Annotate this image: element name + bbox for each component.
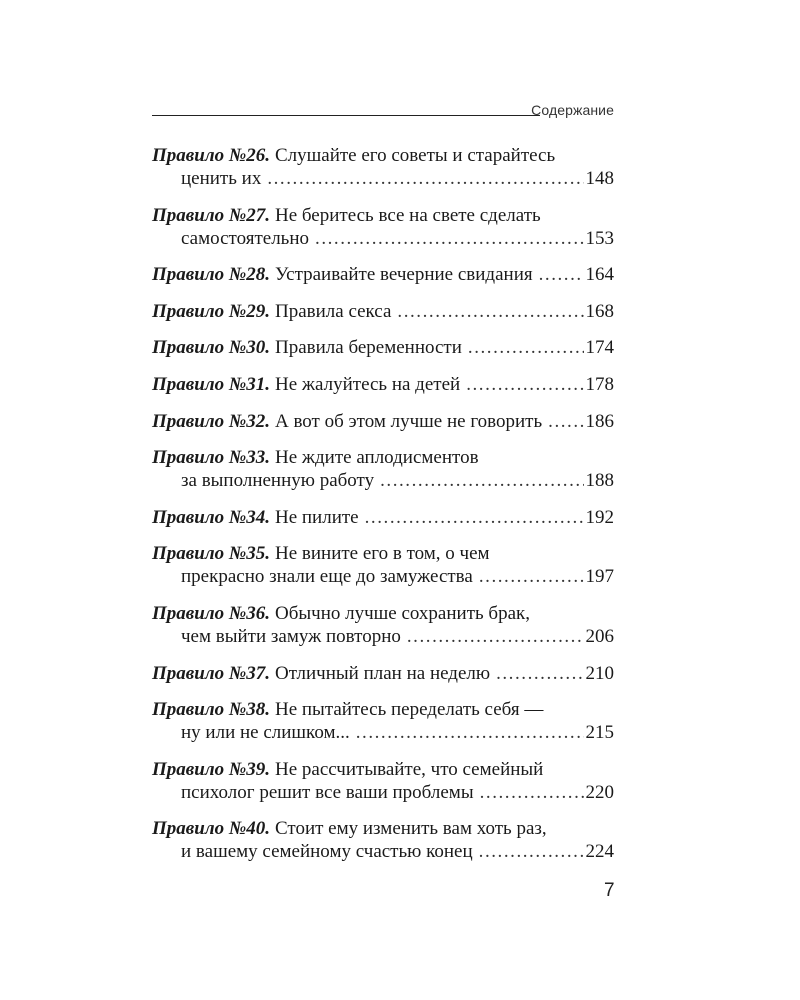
header-rule [152, 115, 540, 116]
page-ref: 197 [585, 566, 614, 588]
page-ref: 224 [585, 841, 614, 863]
toc-entry-27[interactable] [152, 204, 614, 250]
toc-entry-40[interactable] [152, 817, 614, 863]
page-ref: 192 [585, 506, 614, 528]
rule-label: Правило №40. [152, 818, 270, 840]
running-header [152, 102, 614, 120]
rule-label: Правило №33. [152, 447, 270, 469]
dot-leader [397, 300, 583, 323]
dot-leader [479, 840, 584, 863]
entry-title: Не пилите [274, 506, 359, 528]
dot-leader [480, 781, 584, 804]
toc-entry-37[interactable] [152, 662, 614, 685]
dot-leader [539, 263, 584, 286]
rule-label: Правило №27. [152, 204, 270, 226]
entry-title-continued: ну или не слишком... [181, 722, 350, 744]
rule-label: Правило №30. [152, 337, 270, 359]
dot-leader [468, 336, 584, 359]
toc-entry-34[interactable] [152, 506, 614, 529]
dot-leader [479, 565, 584, 588]
rule-label: Правило №37. [152, 662, 270, 684]
page-ref: 174 [585, 337, 614, 359]
rule-label: Правило №28. [152, 264, 270, 286]
page-ref: 153 [585, 227, 614, 249]
toc-entry-31[interactable] [152, 373, 614, 396]
entry-title: Устраивайте вечерние свидания [274, 264, 533, 286]
entry-title-continued: и вашему семейному счастью конец [181, 841, 473, 863]
rule-label: Правило №26. [152, 145, 270, 166]
table-of-contents [152, 144, 614, 863]
dot-leader [407, 625, 584, 648]
toc-entry-39[interactable] [152, 758, 614, 804]
page-ref: 215 [585, 722, 614, 744]
page-ref: 148 [585, 168, 614, 189]
toc-entry-30[interactable] [152, 336, 614, 359]
entry-title-continued: прекрасно знали еще до замужества [181, 566, 473, 588]
page-ref: 164 [585, 264, 614, 286]
rule-label: Правило №36. [152, 602, 270, 624]
entry-title-continued: за выполненную работу [181, 470, 375, 492]
page-ref: 220 [585, 781, 614, 803]
entry-title: Не вините его в том, о чем [274, 543, 490, 565]
toc-entry-38[interactable] [152, 698, 614, 744]
entry-title: Не беритесь все на свете сделать [274, 204, 541, 226]
entry-title: Правила секса [274, 300, 392, 322]
toc-entry-33[interactable] [152, 446, 614, 492]
page-ref: 178 [585, 373, 614, 395]
page-ref: 210 [585, 662, 614, 684]
entry-title: Отличный план на неделю [274, 662, 491, 684]
rule-label: Правило №29. [152, 300, 270, 322]
entry-title: Слушайте его советы и старайтесь [274, 145, 556, 166]
toc-entry-36[interactable] [152, 602, 614, 648]
dot-leader [356, 721, 584, 744]
rule-label: Правило №32. [152, 410, 270, 432]
rule-label: Правило №39. [152, 758, 270, 780]
rule-label: Правило №35. [152, 543, 270, 565]
page-ref: 206 [585, 625, 614, 647]
entry-title: Обычно лучше сохранить брак, [274, 602, 530, 624]
entry-title-continued: ценить их [181, 168, 262, 189]
dot-leader [548, 410, 583, 433]
page-ref: 186 [585, 410, 614, 432]
entry-title: Не пытайтесь переделать себя — [274, 699, 544, 721]
dot-leader [315, 227, 583, 250]
entry-title: А вот об этом лучше не говорить [274, 410, 543, 432]
toc-entry-32[interactable] [152, 410, 614, 433]
toc-entry-35[interactable] [152, 542, 614, 588]
entry-title-continued: самостоятельно [181, 227, 310, 249]
entry-title: Правила беременности [274, 337, 462, 359]
entry-title: Не жалуйтесь на детей [274, 373, 461, 395]
dot-leader [380, 469, 583, 492]
toc-entry-29[interactable] [152, 300, 614, 323]
entry-title-continued: психолог решит все ваши проблемы [181, 781, 474, 803]
page-number: 7 [604, 880, 615, 901]
dot-leader [267, 167, 583, 190]
page-ref: 188 [585, 470, 614, 492]
page-ref: 168 [585, 300, 614, 322]
header-title: Содержание [531, 102, 614, 118]
rule-label: Правило №38. [152, 699, 270, 721]
dot-leader [466, 373, 583, 396]
entry-title-continued: чем выйти замуж повторно [181, 625, 401, 647]
entry-title: Стоит ему изменить вам хоть раз, [274, 818, 547, 840]
toc-entry-26[interactable] [152, 144, 614, 190]
entry-title: Не рассчитывайте, что семейный [274, 758, 544, 780]
entry-title: Не ждите аплодисментов [274, 447, 479, 469]
dot-leader [496, 662, 583, 685]
rule-label: Правило №31. [152, 373, 270, 395]
dot-leader [365, 506, 584, 529]
rule-label: Правило №34. [152, 506, 270, 528]
toc-entry-28[interactable] [152, 263, 614, 286]
